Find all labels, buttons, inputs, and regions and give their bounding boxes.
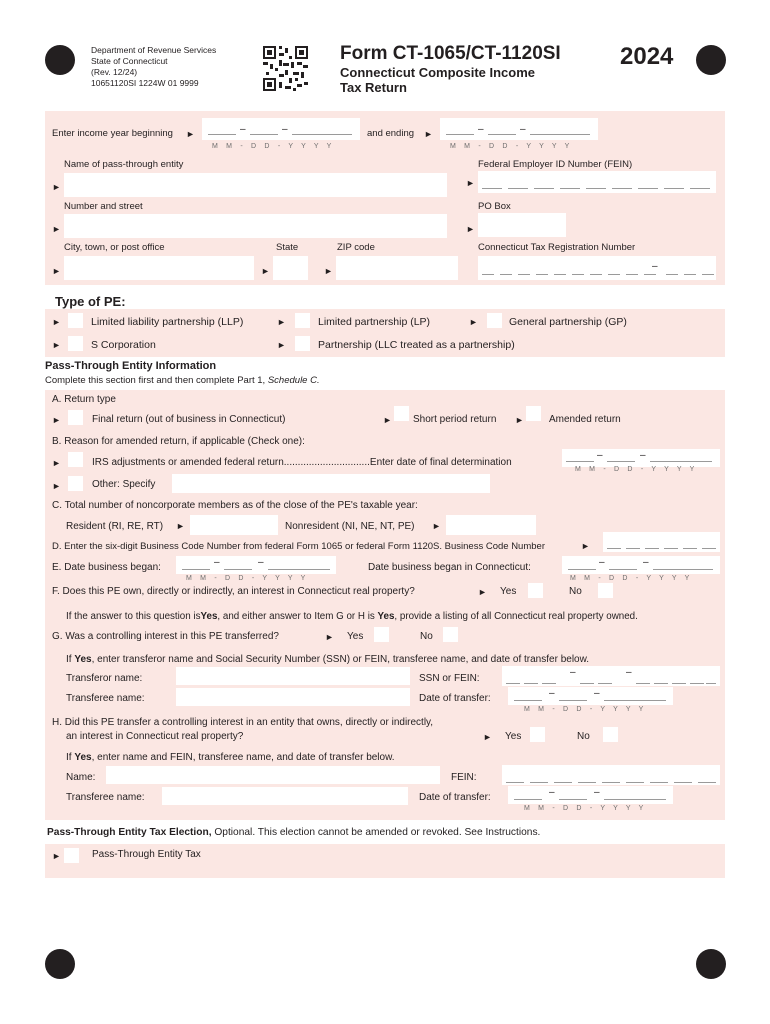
date-dash: – [520, 124, 526, 135]
arrow-icon: ► [478, 587, 487, 597]
lp-label: Limited partnership (LP) [318, 316, 431, 328]
date-seg [182, 561, 210, 570]
pass-through-entity-tax-label: Pass-Through Entity Tax [92, 849, 201, 860]
h-note-yes: Yes [74, 752, 92, 763]
state-field[interactable] [273, 256, 308, 280]
pass-through-entity-tax-checkbox[interactable] [64, 848, 79, 863]
h-date-transfer-label: Date of transfer: [419, 792, 491, 803]
street-field[interactable] [64, 214, 447, 238]
election-heading-line [47, 827, 540, 839]
arrow-icon: ► [277, 340, 286, 350]
h-name-label: Name: [66, 772, 96, 783]
transferor-name-field[interactable] [176, 667, 410, 685]
f-note-yes-1: Yes [200, 611, 218, 622]
arrow-icon: ► [261, 266, 270, 276]
registration-mark-bottom-right [696, 949, 726, 979]
arrow-icon: ► [176, 521, 185, 531]
arrow-icon: ► [466, 178, 475, 188]
h-note-text-a: If [66, 752, 72, 763]
scorp-checkbox[interactable] [68, 336, 83, 351]
date-seg [224, 561, 252, 570]
gp-label: General partnership (GP) [509, 316, 627, 328]
item-a-label: A. Return type [52, 394, 116, 405]
g-yes-label: Yes [347, 631, 364, 642]
arrow-icon: ► [515, 415, 524, 425]
pe-type-heading: Type of PE: [55, 294, 126, 309]
agency-block [91, 45, 216, 89]
date-format-hint: M M - D D - Y Y Y Y [570, 575, 693, 582]
arrow-icon: ► [325, 632, 334, 642]
income-year-beginning-label: Enter income year beginning [52, 128, 173, 139]
date-seg [250, 126, 278, 135]
resident-members-field[interactable] [190, 515, 278, 535]
llp-checkbox[interactable] [68, 313, 83, 328]
registration-mark-top-right [696, 45, 726, 75]
date-dash: – [240, 124, 246, 135]
date-seg [530, 126, 590, 135]
g-no-label: No [420, 631, 433, 642]
g-no-checkbox[interactable] [443, 627, 458, 642]
h-name-field[interactable] [106, 766, 440, 784]
arrow-icon: ► [277, 317, 286, 327]
zip-label: ZIP code [337, 242, 375, 253]
form-code: 10651120SI 1224W 01 9999 [91, 78, 199, 88]
state-label: State [276, 242, 299, 253]
transferee-label: Transferee name: [66, 693, 145, 704]
po-box-field[interactable] [478, 213, 566, 237]
llp-label: Limited liability partnership (LLP) [91, 316, 244, 328]
amended-return-checkbox[interactable] [526, 406, 541, 421]
resident-label: Resident (RI, RE, RT) [66, 521, 164, 532]
f-note-yes-2: Yes [377, 611, 395, 622]
item-d-label: D. Enter the six-digit Business Code Number from federal Form 1065 or federal Form 1120S. Business Code Number [52, 541, 545, 552]
date-seg [514, 692, 542, 701]
g-note-text-b: , enter transferor name and Social Security Number (SSN) or FEIN, transferee name, and date of transfer below. [91, 654, 590, 665]
date-seg [208, 126, 236, 135]
info-heading: Pass-Through Entity Information [45, 360, 217, 372]
transferee-name-field[interactable] [176, 688, 410, 706]
date-dash: – [549, 688, 555, 699]
short-period-checkbox[interactable] [394, 406, 409, 421]
arrow-icon: ► [52, 266, 61, 276]
arrow-icon: ► [424, 129, 433, 139]
date-format-hint: M M - D D - Y Y Y Y [575, 466, 698, 473]
date-format-hint: M M - D D - Y Y Y Y [524, 706, 647, 713]
h-transferee-label: Transferee name: [66, 792, 145, 803]
h-transferee-field[interactable] [162, 787, 408, 805]
other-reason-label: Other: Specify [92, 479, 156, 490]
lp-checkbox[interactable] [295, 313, 310, 328]
date-seg [292, 126, 352, 135]
item-g-label: G. Was a controlling interest in this PE transferred? [52, 631, 279, 642]
date-dash: – [478, 124, 484, 135]
date-seg [607, 453, 635, 462]
h-yes-label: Yes [505, 731, 522, 742]
date-seg [604, 791, 666, 800]
arrow-icon: ► [52, 340, 61, 350]
tax-year: 2024 [620, 43, 674, 70]
arrow-icon: ► [186, 129, 195, 139]
ssn-fein-label: SSN or FEIN: [419, 673, 480, 684]
entity-name-label: Name of pass-through entity [64, 159, 184, 170]
other-reason-checkbox[interactable] [68, 476, 83, 491]
date-seg [514, 791, 542, 800]
f-note-text-a: If the answer to this question is [66, 611, 201, 622]
item-c-label: C. Total number of noncorporate members as of the close of the PE's taxable year: [52, 500, 418, 511]
other-reason-field[interactable] [172, 474, 490, 493]
registration-mark-bottom-left [45, 949, 75, 979]
street-label: Number and street [64, 201, 143, 212]
fein-label: Federal Employer ID Number (FEIN) [478, 159, 633, 170]
date-seg [604, 692, 666, 701]
h-note [66, 752, 395, 764]
h-no-checkbox[interactable] [603, 727, 618, 742]
date-seg [446, 126, 474, 135]
date-dash: – [258, 557, 264, 568]
h-note-text-b: , enter name and FEIN, transferee name, and date of transfer below. [91, 752, 395, 763]
arrow-icon: ► [52, 481, 61, 491]
f-yes-label: Yes [500, 586, 517, 597]
date-seg [650, 453, 712, 462]
g-note [66, 654, 589, 666]
arrow-icon: ► [52, 415, 61, 425]
h-yes-checkbox[interactable] [530, 727, 545, 742]
final-return-checkbox[interactable] [68, 410, 83, 425]
f-no-checkbox[interactable] [598, 583, 613, 598]
item-e-label: E. Date business began: [52, 562, 161, 573]
arrow-icon: ► [469, 317, 478, 327]
info-subheading [45, 375, 320, 387]
info-subheading-text: Complete this section first and then complete Part 1, [45, 375, 266, 386]
f-yes-checkbox[interactable] [528, 583, 543, 598]
date-format-hint: M M - D D - Y Y Y Y [524, 805, 647, 812]
item-e-ct-label: Date business began in Connecticut: [368, 562, 531, 573]
qr-code [263, 46, 308, 91]
form-title-line-1: Connecticut Composite Income [340, 65, 536, 80]
date-seg [568, 561, 596, 570]
llc-label: Partnership (LLC treated as a partnership) [318, 339, 515, 351]
item-h-label-2: an interest in Connecticut real property? [66, 731, 244, 742]
entity-name-field[interactable] [64, 173, 447, 197]
date-dash: – [282, 124, 288, 135]
f-note [66, 611, 638, 623]
election-note: Optional. This election cannot be amended or revoked. See Instructions. [214, 827, 541, 838]
h-fein-label: FEIN: [451, 772, 477, 783]
f-note-text-b: , and either answer to Item G or H is [217, 611, 375, 622]
item-f-label: F. Does this PE own, directly or indirectly, an interest in Connecticut real property? [52, 586, 415, 597]
date-dash: – [594, 787, 600, 798]
final-return-label: Final return (out of business in Connecticut) [92, 414, 286, 425]
irs-adjustments-checkbox[interactable] [68, 452, 83, 467]
arrow-icon: ► [432, 521, 441, 531]
po-box-label: PO Box [478, 201, 511, 212]
arrow-icon: ► [52, 317, 61, 327]
date-format-hint: M M - D D - Y Y Y Y [186, 575, 309, 582]
date-seg [653, 561, 713, 570]
f-note-text-c: , provide a listing of all Connecticut real property owned. [394, 611, 638, 622]
date-dash: – [214, 557, 220, 568]
form-number: Form CT-1065/CT-1120SI [340, 43, 561, 64]
schedule-c-link: Schedule C. [267, 375, 320, 386]
zip-field[interactable] [336, 256, 458, 280]
date-seg [609, 561, 637, 570]
irs-adjustments-label: IRS adjustments or amended federal return...............................Enter date of final determination [92, 457, 512, 468]
f-no-label: No [569, 586, 582, 597]
arrow-icon: ► [52, 224, 61, 234]
gp-checkbox[interactable] [487, 313, 502, 328]
amended-return-label: Amended return [549, 414, 621, 425]
date-seg [559, 791, 587, 800]
form-title-line-2: Tax Return [340, 80, 407, 95]
h-no-label: No [577, 731, 590, 742]
date-seg [488, 126, 516, 135]
city-field[interactable] [64, 256, 254, 280]
city-label: City, town, or post office [64, 242, 165, 253]
arrow-icon: ► [52, 851, 61, 861]
short-period-label: Short period return [413, 414, 497, 425]
nonresident-members-field[interactable] [446, 515, 536, 535]
llc-checkbox[interactable] [295, 336, 310, 351]
agency-state: State of Connecticut [91, 56, 168, 66]
transferor-label: Transferor name: [66, 673, 143, 684]
date-dash: – [640, 450, 646, 461]
g-note-text-a: If [66, 654, 72, 665]
date-dash: – [599, 557, 605, 568]
g-note-yes: Yes [74, 654, 92, 665]
date-seg [559, 692, 587, 701]
item-h-label-1: H. Did this PE transfer a controlling interest in an entity that owns, directly or indirectly, [52, 717, 434, 728]
form-revision: (Rev. 12/24) [91, 67, 138, 77]
g-yes-checkbox[interactable] [374, 627, 389, 642]
nonresident-label: Nonresident (NI, NE, NT, PE) [285, 521, 415, 532]
arrow-icon: ► [466, 224, 475, 234]
date-seg [566, 453, 594, 462]
arrow-icon: ► [324, 266, 333, 276]
date-transfer-label: Date of transfer: [419, 693, 491, 704]
date-format-hint: M M - D D - Y Y Y Y [212, 143, 335, 150]
election-heading: Pass-Through Entity Tax Election, [47, 827, 212, 838]
ct-registration-label: Connecticut Tax Registration Number [478, 242, 636, 253]
arrow-icon: ► [52, 182, 61, 192]
arrow-icon: ► [52, 458, 61, 468]
date-dash: – [549, 787, 555, 798]
date-format-hint: M M - D D - Y Y Y Y [450, 143, 573, 150]
arrow-icon: ► [383, 415, 392, 425]
arrow-icon: ► [581, 541, 590, 551]
arrow-icon: ► [483, 732, 492, 742]
date-dash: – [594, 688, 600, 699]
registration-mark-top-left [45, 45, 75, 75]
scorp-label: S Corporation [91, 339, 156, 351]
agency-name: Department of Revenue Services [91, 45, 217, 55]
and-ending-label: and ending [367, 128, 415, 139]
date-seg [268, 561, 330, 570]
item-b-label: B. Reason for amended return, if applicable (Check one): [52, 436, 305, 447]
date-dash: – [643, 557, 649, 568]
date-dash: – [597, 450, 603, 461]
